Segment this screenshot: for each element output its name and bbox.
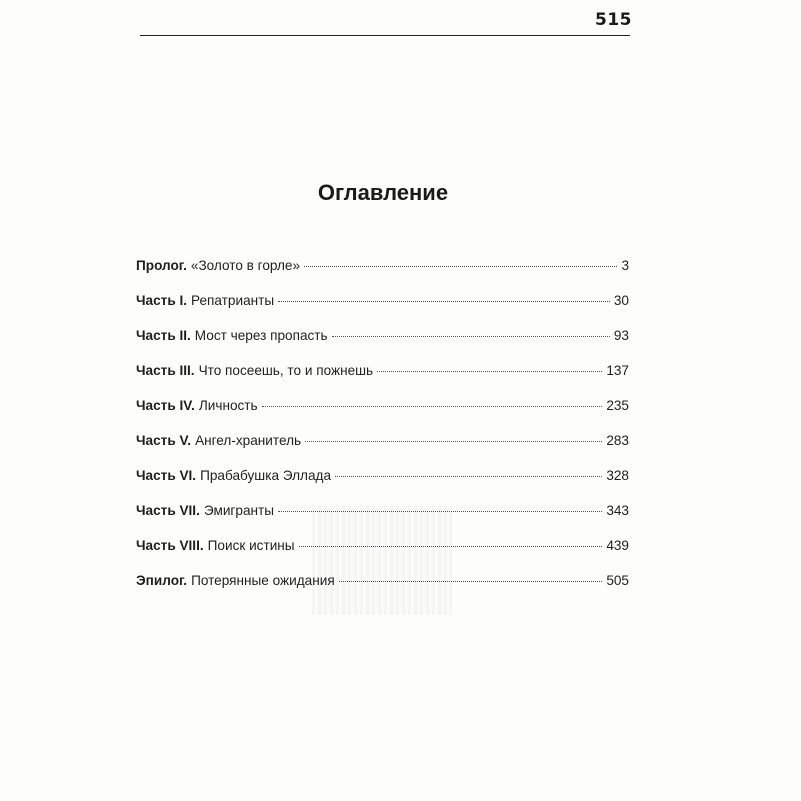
entry-title: Репатрианты bbox=[191, 293, 275, 308]
entry-title: Прабабушка Эллада bbox=[200, 468, 332, 483]
dot-leader bbox=[339, 581, 603, 582]
page-number: 515 bbox=[595, 10, 632, 30]
toc-entry-epilogue[interactable] bbox=[136, 573, 629, 608]
entry-prefix: Часть V. bbox=[136, 433, 192, 448]
toc-entry-part-7[interactable] bbox=[136, 503, 629, 538]
dot-leader bbox=[332, 336, 610, 337]
entry-page-number: 439 bbox=[606, 538, 629, 553]
entry-prefix: Часть VIII. bbox=[136, 538, 204, 553]
toc-entry-part-3[interactable] bbox=[136, 363, 629, 398]
toc-entry-part-5[interactable] bbox=[136, 433, 629, 468]
entry-prefix: Пролог. bbox=[136, 258, 187, 273]
entry-prefix: Эпилог. bbox=[136, 573, 188, 588]
entry-title: Эмигранты bbox=[203, 503, 275, 518]
entry-page-number: 3 bbox=[621, 258, 629, 273]
entry-page-number: 343 bbox=[606, 503, 629, 518]
entry-page-number: 505 bbox=[606, 573, 629, 588]
entry-title: «Золото в горле» bbox=[190, 258, 301, 273]
table-of-contents bbox=[136, 258, 629, 608]
entry-prefix: Часть I. bbox=[136, 293, 188, 308]
toc-entry-part-6[interactable] bbox=[136, 468, 629, 503]
entry-title: Ангел-хранитель bbox=[195, 433, 302, 448]
toc-entry-part-8[interactable] bbox=[136, 538, 629, 573]
header-rule bbox=[140, 35, 630, 36]
dot-leader bbox=[278, 511, 602, 512]
toc-entry-part-4[interactable] bbox=[136, 398, 629, 433]
entry-prefix: Часть IV. bbox=[136, 398, 195, 413]
toc-entry-prologue[interactable] bbox=[136, 258, 629, 293]
toc-title: Оглавление bbox=[317, 180, 449, 205]
toc-entry-part-1[interactable] bbox=[136, 293, 629, 328]
entry-title: Что посеешь, то и пожнешь bbox=[198, 363, 374, 378]
entry-title: Личность bbox=[198, 398, 258, 413]
dot-leader bbox=[377, 371, 602, 372]
dot-leader bbox=[304, 266, 617, 267]
dot-leader bbox=[278, 301, 610, 302]
dot-leader bbox=[305, 441, 602, 442]
dot-leader bbox=[299, 546, 603, 547]
dot-leader bbox=[262, 406, 603, 407]
entry-title: Поиск истины bbox=[207, 538, 295, 553]
entry-prefix: Часть VI. bbox=[136, 468, 197, 483]
entry-title: Потерянные ожидания bbox=[191, 573, 335, 588]
entry-page-number: 137 bbox=[606, 363, 629, 378]
toc-entry-part-2[interactable] bbox=[136, 328, 629, 363]
entry-prefix: Часть III. bbox=[136, 363, 195, 378]
entry-page-number: 283 bbox=[606, 433, 629, 448]
entry-title: Мост через пропасть bbox=[194, 328, 328, 343]
entry-prefix: Часть II. bbox=[136, 328, 191, 343]
entry-prefix: Часть VII. bbox=[136, 503, 200, 518]
entry-page-number: 328 bbox=[606, 468, 629, 483]
entry-page-number: 93 bbox=[613, 328, 629, 343]
dot-leader bbox=[335, 476, 602, 477]
entry-page-number: 235 bbox=[606, 398, 629, 413]
entry-page-number: 30 bbox=[613, 293, 629, 308]
